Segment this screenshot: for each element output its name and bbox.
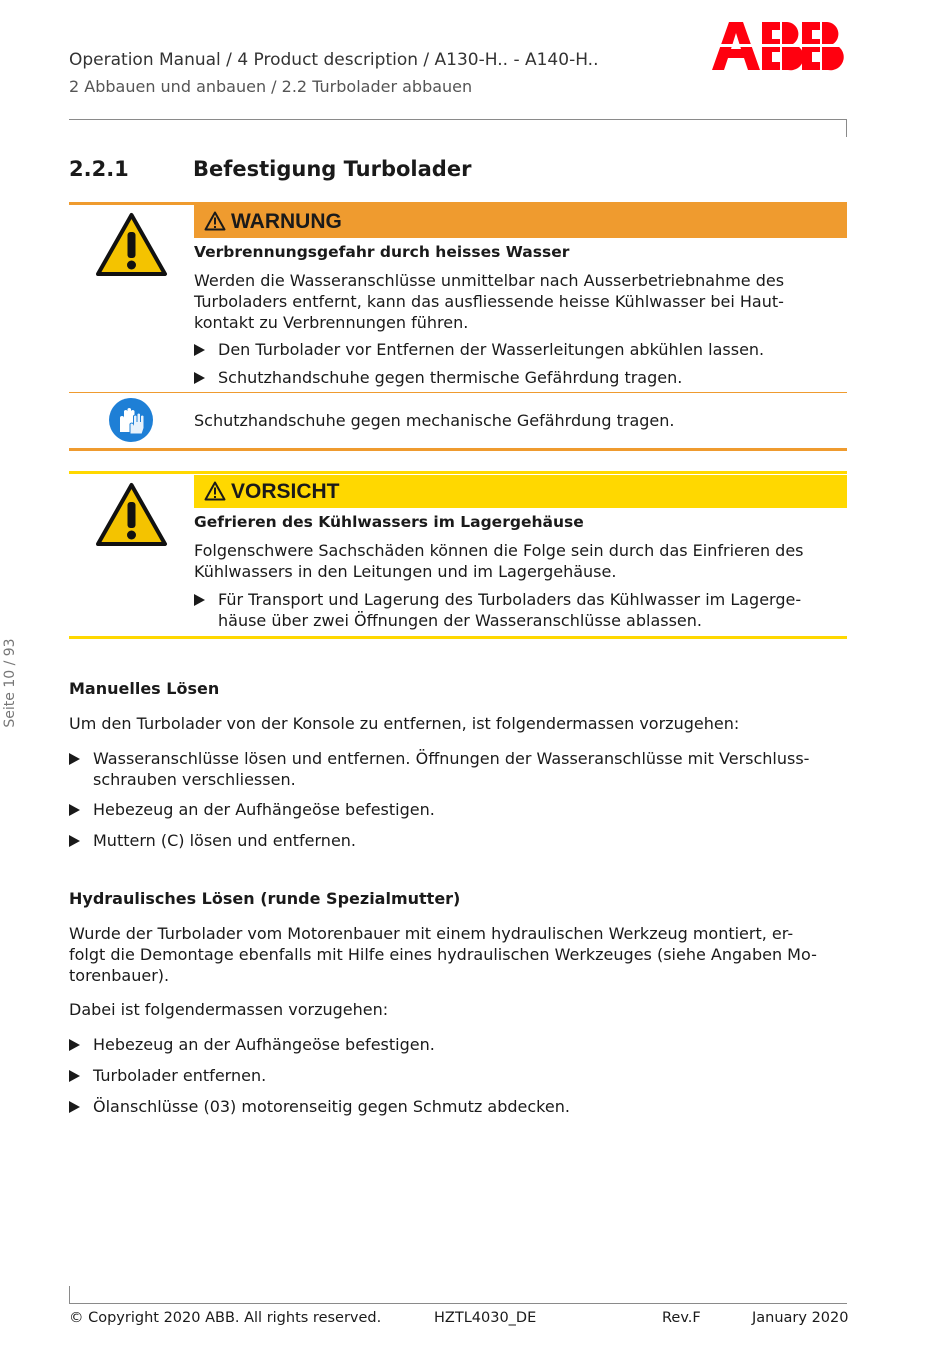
caution-label: VORSICHT	[231, 480, 340, 503]
footer-rule-tick	[69, 1286, 70, 1303]
breadcrumb-line-2: 2 Abbauen und anbauen / 2.2 Turbolader abbauen	[69, 77, 473, 96]
manual-step	[69, 799, 847, 820]
bullet-triangle-icon	[69, 1039, 80, 1051]
hydraulic-step-text: Hebezeug an der Aufhängeöse befestigen.	[93, 1035, 435, 1054]
hydraulic-paragraph	[69, 923, 847, 986]
warning-step-text: Den Turbolader vor Entfernen der Wasserleitungen abkühlen lassen.	[218, 340, 765, 359]
warning-bottom-rule	[69, 448, 847, 451]
manual-step-text: Muttern (C) lösen und entfernen.	[93, 831, 357, 850]
footer-doc-id: HZTL4030_DE	[434, 1310, 537, 1326]
manual-step-line: schrauben verschliessen.	[93, 770, 296, 789]
hydraulic-step-text: Ölanschlüsse (03) motorenseitig gegen Schmutz abdecken.	[93, 1097, 570, 1116]
manual-step-line: Wasseranschlüsse lösen und entfernen. Öffnungen der Wasseranschlüsse mit Verschluss-	[93, 749, 810, 768]
footer-date: January 2020	[752, 1310, 849, 1326]
bullet-triangle-icon	[194, 372, 205, 384]
hydraulic-step	[69, 1034, 847, 1055]
caution-banner	[194, 475, 847, 508]
warning-title: Verbrennungsgefahr durch heisses Wasser	[194, 243, 570, 261]
manual-step-text: Hebezeug an der Aufhängeöse befestigen.	[93, 800, 435, 819]
footer-copyright: © Copyright 2020 ABB. All rights reserved.	[69, 1310, 382, 1326]
hydraulic-step	[69, 1096, 847, 1117]
side-page-number	[0, 628, 20, 738]
footer-revision: Rev.F	[662, 1310, 701, 1326]
warning-step	[194, 367, 846, 388]
caution-text-line: Kühlwassers in den Leitungen und im Lagergehäuse.	[194, 562, 617, 581]
caution-title: Gefrieren des Kühlwassers im Lagergehäuse	[194, 513, 584, 531]
hydraulic-heading: Hydraulisches Lösen (runde Spezialmutter)	[69, 889, 461, 908]
hydraulic-paragraph-line: Wurde der Turbolader vom Motorenbauer mit einem hydraulischen Werkzeug montiert, er-	[69, 924, 794, 943]
warning-triangle-icon	[204, 211, 226, 231]
caution-hazard-icon	[95, 482, 168, 547]
warning-text-line: Turboladers entfernt, kann das ausfliessende heisse Kühlwasser bei Haut-	[194, 292, 784, 311]
bullet-triangle-icon	[194, 344, 205, 356]
bullet-triangle-icon	[69, 753, 80, 765]
warning-divider	[69, 392, 847, 393]
caution-step-line: häuse über zwei Öffnungen der Wasseranschlüsse ablassen.	[218, 611, 702, 630]
bullet-triangle-icon	[69, 804, 80, 816]
caution-step	[194, 589, 846, 631]
footer-rule	[69, 1303, 847, 1304]
manual-intro: Um den Turbolader von der Konsole zu entfernen, ist folgendermassen vorzugehen:	[69, 714, 740, 733]
manual-step	[69, 830, 847, 851]
hydraulic-intro: Dabei ist folgendermassen vorzugehen:	[69, 1000, 389, 1019]
header-rule-tick	[846, 119, 847, 137]
hydraulic-step-text: Turbolader entfernen.	[93, 1066, 267, 1085]
hydraulic-step	[69, 1065, 847, 1086]
warning-text-line: Werden die Wasseranschlüsse unmittelbar nach Ausserbetriebnahme des	[194, 271, 785, 290]
warning-text	[194, 270, 846, 333]
side-page-number-text: Seite 10 / 93	[2, 638, 18, 728]
caution-top-rule	[69, 471, 847, 474]
warning-hazard-icon	[95, 212, 168, 277]
warning-label: WARNUNG	[231, 210, 342, 233]
bullet-triangle-icon	[194, 594, 205, 606]
breadcrumb-line-1: Operation Manual / 4 Product description / A130-H.. - A140-H..	[69, 50, 599, 70]
section-title: Befestigung Turbolader	[193, 157, 472, 181]
bullet-triangle-icon	[69, 1070, 80, 1082]
bullet-triangle-icon	[69, 1101, 80, 1113]
hydraulic-paragraph-line: folgt die Demontage ebenfalls mit Hilfe eines hydraulischen Werkzeuges (siehe Angaben Mo-	[69, 945, 817, 964]
manual-step	[69, 748, 847, 790]
gloves-icon	[108, 397, 154, 443]
abb-logo	[712, 20, 848, 72]
caution-bottom-rule	[69, 636, 847, 639]
warning-step-text: Schutzhandschuhe gegen thermische Gefährdung tragen.	[218, 368, 683, 387]
section-number: 2.2.1	[69, 157, 129, 181]
header-rule	[69, 119, 847, 120]
abb-logo-graphic	[712, 20, 848, 72]
hydraulic-paragraph-line: torenbauer).	[69, 966, 170, 985]
bullet-triangle-icon	[69, 835, 80, 847]
caution-step-line: Für Transport und Lagerung des Turboladers das Kühlwasser im Lagerge-	[218, 590, 802, 609]
gloves-note-text: Schutzhandschuhe gegen mechanische Gefährdung tragen.	[194, 411, 675, 430]
warning-text-line: kontakt zu Verbrennungen führen.	[194, 313, 469, 332]
caution-triangle-icon	[204, 481, 226, 501]
warning-banner	[194, 205, 847, 238]
caution-text-line: Folgenschwere Sachschäden können die Folge sein durch das Einfrieren des	[194, 541, 804, 560]
warning-step	[194, 339, 846, 360]
caution-text	[194, 540, 846, 582]
manual-heading: Manuelles Lösen	[69, 679, 220, 698]
